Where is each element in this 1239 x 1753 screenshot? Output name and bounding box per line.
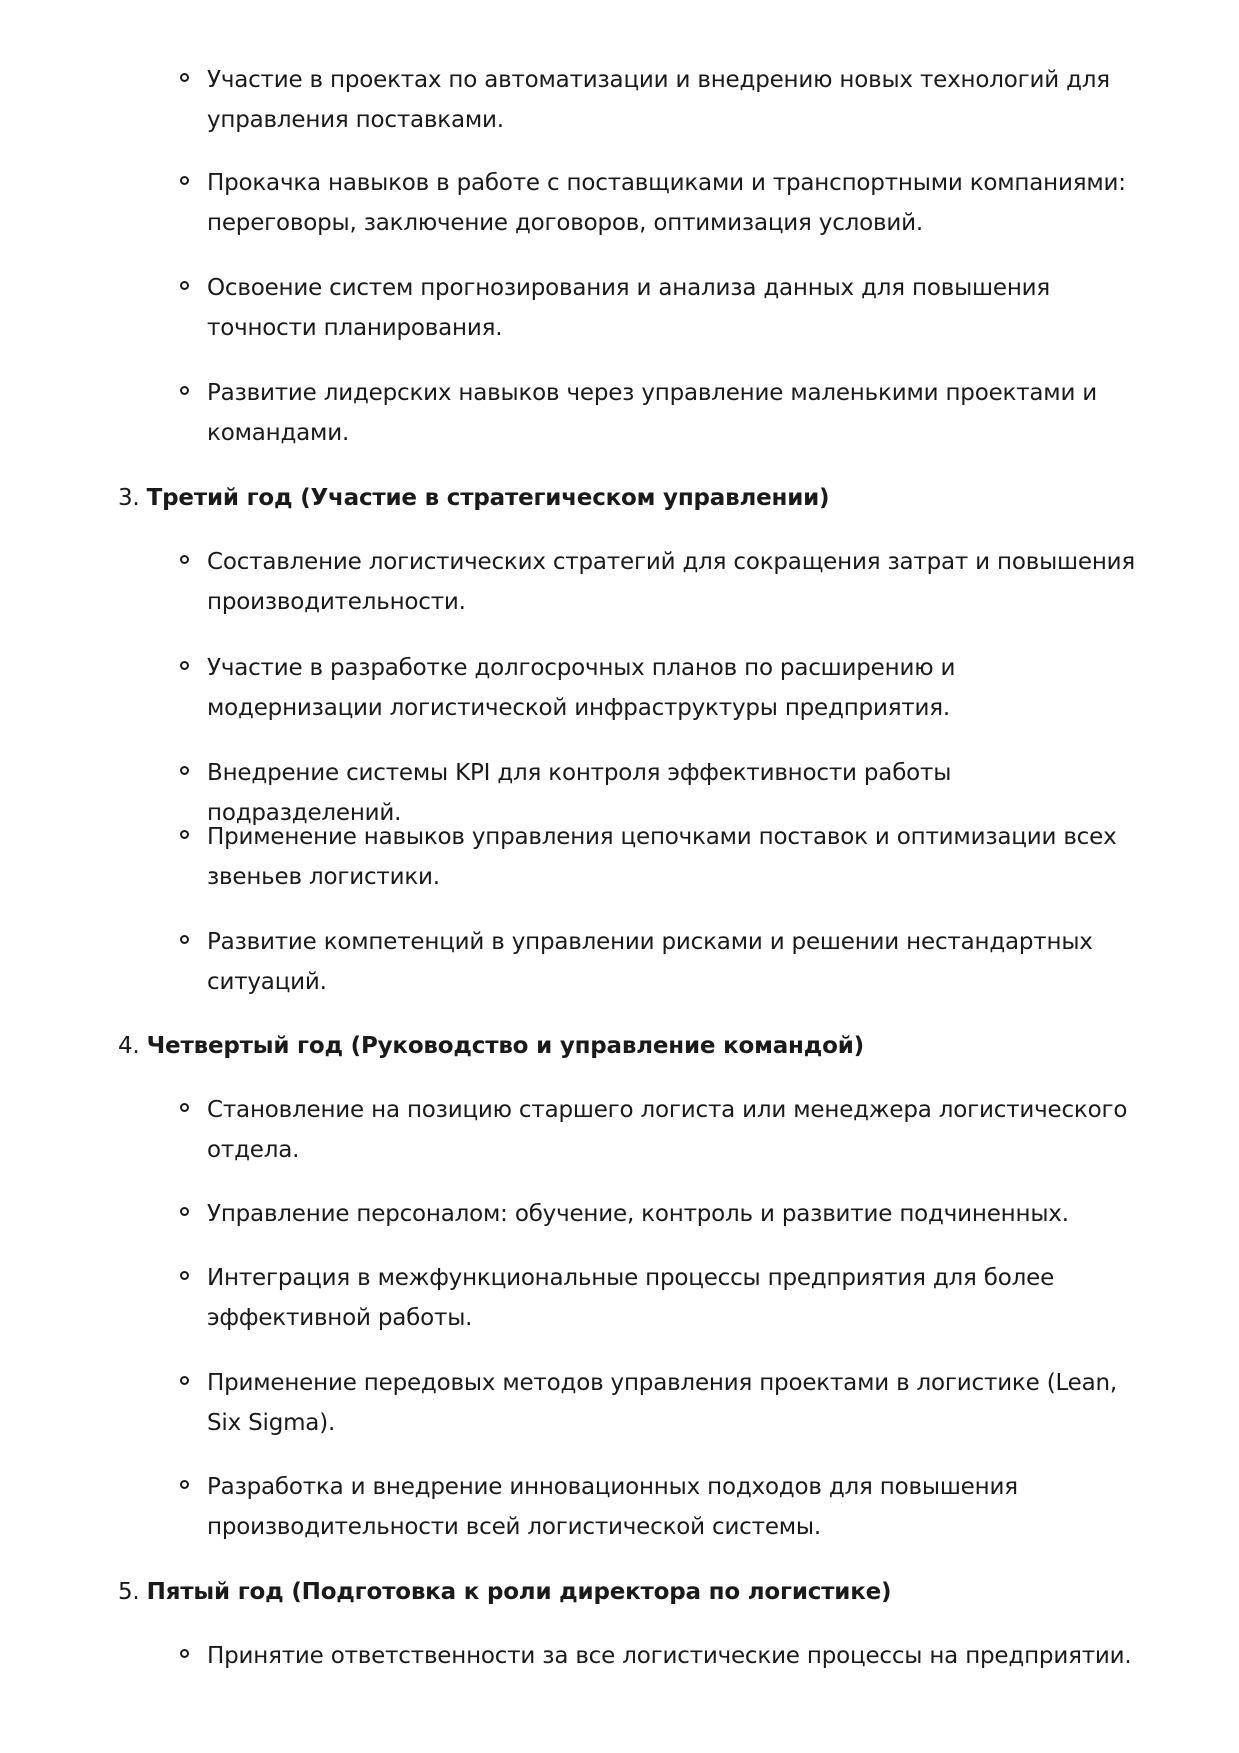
list-item-text: Участие в проектах по автоматизации и внедрению новых технологий для управления поставками. (207, 67, 1110, 133)
list-item-text: Принятие ответственности за все логистические процессы на предприятии. (207, 1643, 1132, 1669)
list-item-text: Становление на позицию старшего логиста или менеджера логистического отдела. (207, 1097, 1128, 1163)
list-item-text: Участие в разработке долгосрочных планов по расширению и модернизации логистической инфраструктуры предприятия. (207, 655, 956, 721)
section-5-title: Пятый год (Подготовка к роли директора по логистике) (146, 1579, 892, 1605)
list-item-text: Освоение систем прогнозирования и анализа данных для повышения точности планирования. (207, 275, 1051, 341)
circle-bullet-icon (180, 1649, 189, 1658)
circle-bullet-icon (180, 73, 189, 82)
circle-bullet-icon (180, 1480, 189, 1489)
circle-bullet-icon (180, 1103, 189, 1112)
list-item-text: Применение навыков управления цепочками поставок и оптимизации всех звеньев логистики. (207, 824, 1117, 890)
section-4-number: 4. (118, 1033, 140, 1059)
circle-bullet-icon (180, 830, 189, 839)
section-5-heading (118, 1572, 1118, 1612)
section-3-heading (118, 478, 1118, 518)
list-item-text: Развитие лидерских навыков через управление маленькими проектами и командами. (207, 380, 1098, 446)
circle-bullet-icon (180, 386, 189, 395)
list-item-text: Развитие компетенций в управлении рисками и решении нестандартных ситуаций. (207, 929, 1093, 995)
circle-bullet-icon (180, 555, 189, 564)
list-item-text: Управление персоналом: обучение, контроль и развитие подчиненных. (207, 1201, 1069, 1227)
circle-bullet-icon (180, 661, 189, 670)
circle-bullet-icon (180, 935, 189, 944)
circle-bullet-icon (180, 1271, 189, 1280)
circle-bullet-icon (180, 281, 189, 290)
circle-bullet-icon (180, 1376, 189, 1385)
section-5-number: 5. (118, 1579, 140, 1605)
section-4-title: Четвертый год (Руководство и управление командой) (146, 1033, 864, 1059)
list-item-text: Прокачка навыков в работе с поставщиками и транспортными компаниями: переговоры, заключение договоров, оптимизация условий. (207, 170, 1126, 236)
circle-bullet-icon (180, 766, 189, 775)
list-item-text: Применение передовых методов управления проектами в логистике (Lean, Six Sigma). (207, 1370, 1118, 1436)
list-item-text: Составление логистических стратегий для сокращения затрат и повышения производительности. (207, 549, 1136, 615)
section-4-heading (118, 1026, 1118, 1066)
circle-bullet-icon (180, 1207, 189, 1216)
list-item-text: Интеграция в межфункциональные процессы предприятия для более эффективной работы. (207, 1265, 1055, 1331)
section-3-number: 3. (118, 485, 140, 511)
section-3-title: Третий год (Участие в стратегическом управлении) (146, 485, 830, 511)
list-item-text: Внедрение системы KPI для контроля эффективности работы подразделений. (207, 760, 952, 826)
list-item-text: Разработка и внедрение инновационных подходов для повышения производительности всей логистической системы. (207, 1474, 1018, 1540)
circle-bullet-icon (180, 176, 189, 185)
